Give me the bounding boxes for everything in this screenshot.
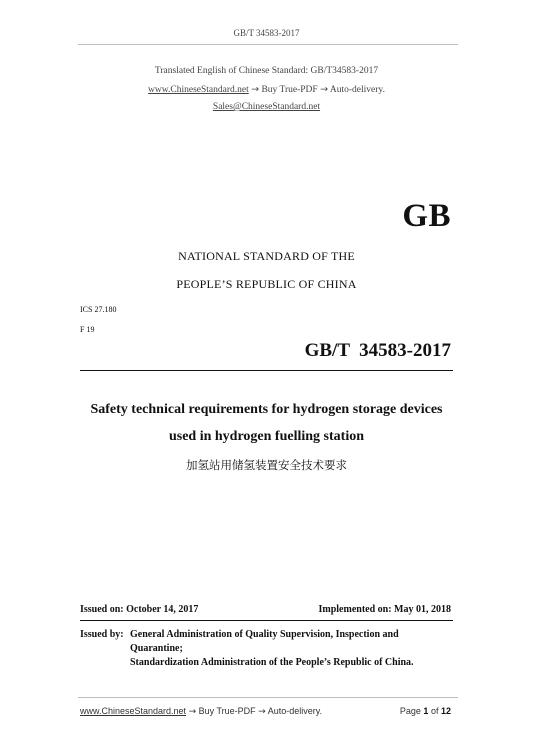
- page-current: 1: [423, 706, 429, 716]
- dates-divider: [80, 620, 453, 621]
- page-indicator: [400, 706, 451, 716]
- issuer-line1: General Administration of Quality Supervision, Inspection and: [130, 629, 399, 640]
- issuer-block: [80, 628, 460, 672]
- issued-date: Issued on: October 14, 2017: [80, 604, 199, 615]
- national-standard-line1: NATIONAL STANDARD OF THE: [178, 249, 355, 263]
- standard-code: GB/T 34583-2017: [304, 340, 451, 361]
- running-header: GB/T 34583-2017: [233, 28, 300, 38]
- footer-site-link[interactable]: www.ChineseStandard.net: [80, 706, 187, 716]
- implemented-date: Implemented on: May 01, 2018: [318, 604, 451, 615]
- ccs-code: F 19: [80, 325, 95, 334]
- arrow-right-icon: →: [188, 707, 197, 717]
- header-divider: [78, 44, 458, 45]
- arrow-right-icon: →: [258, 707, 266, 717]
- footer-divider: [78, 697, 458, 698]
- email-line: [0, 102, 533, 112]
- auto-delivery-text: Auto-delivery.: [329, 85, 385, 95]
- footer-buy-text: Buy True-PDF: [198, 706, 256, 716]
- title-line2: used in hydrogen fuelling station: [168, 429, 364, 444]
- buy-pdf-text: Buy True-PDF: [261, 85, 318, 95]
- footer-purchase-line: [80, 706, 322, 717]
- translation-note: Translated English of Chinese Standard: GB/T34583-2017: [154, 66, 379, 76]
- site-link[interactable]: www.ChineseStandard.net: [148, 85, 249, 95]
- issuer-label: Issued by:: [80, 629, 124, 640]
- page-label: Page: [399, 706, 421, 716]
- title-line1: Safety technical requirements for hydrogen storage devices: [90, 402, 443, 417]
- footer-delivery-text: Auto-delivery.: [267, 706, 323, 716]
- title-chinese: 加氢站用储氢装置安全技术要求: [186, 458, 347, 472]
- arrow-right-icon: →: [320, 84, 329, 95]
- gb-mark: GB: [402, 198, 451, 234]
- national-standard-line2: PEOPLE’S REPUBLIC OF CHINA: [176, 277, 357, 291]
- page-total: 12: [440, 706, 451, 716]
- page-of: of: [430, 706, 439, 716]
- code-divider: [80, 370, 453, 371]
- issuer-names: [130, 628, 460, 670]
- arrow-right-icon: →: [251, 84, 260, 95]
- issuer-line2: Quarantine;: [130, 643, 183, 654]
- sales-email-link[interactable]: Sales@ChineseStandard.net: [212, 102, 321, 112]
- purchase-line: [0, 84, 533, 95]
- ics-code: ICS 27.180: [80, 305, 117, 314]
- issuer-line3: Standardization Administration of the People’s Republic of China.: [130, 657, 414, 668]
